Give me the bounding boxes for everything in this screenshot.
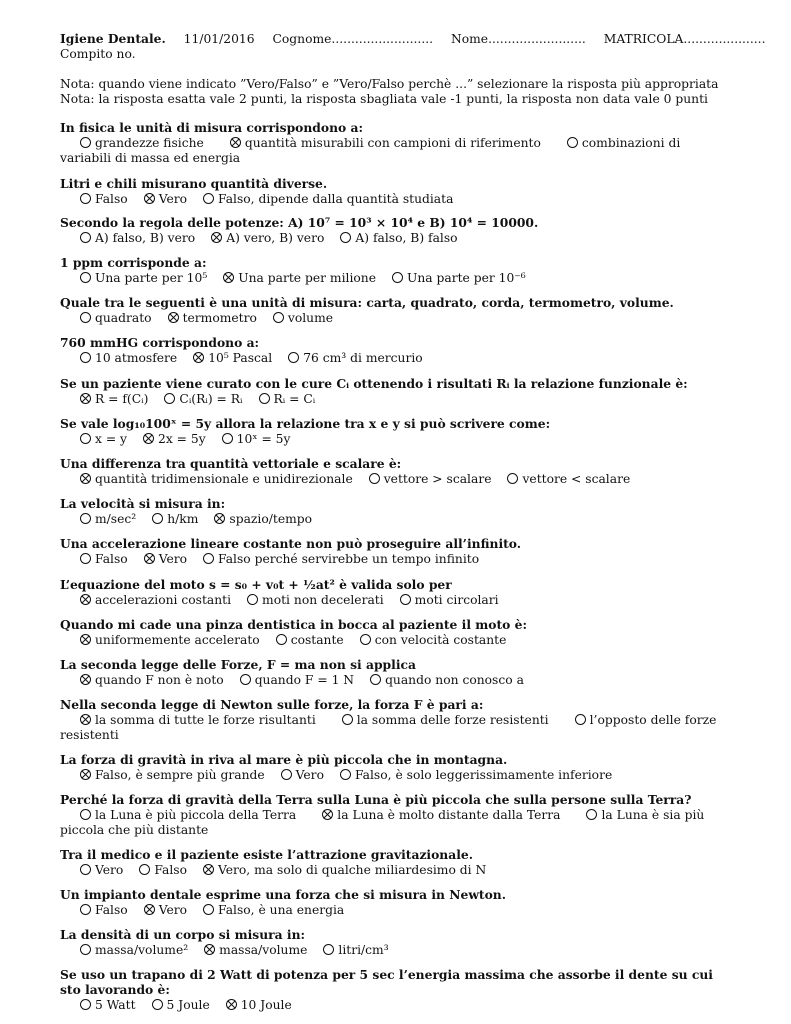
checked-circle-icon[interactable] (223, 272, 234, 283)
checked-circle-icon[interactable] (80, 473, 91, 484)
option-label: massa/volume² (95, 942, 189, 957)
answer-option[interactable] (139, 863, 187, 878)
empty-circle-icon[interactable] (370, 674, 381, 685)
answer-option[interactable] (80, 673, 224, 688)
checked-circle-icon[interactable] (226, 999, 237, 1010)
empty-circle-icon[interactable] (323, 944, 334, 955)
answer-option[interactable] (80, 472, 353, 487)
answer-options (60, 136, 732, 166)
checked-circle-icon[interactable] (143, 433, 154, 444)
question-9 (60, 457, 732, 487)
question-text: Litri e chili misurano quantità diverse. (60, 176, 328, 191)
question-text: La seconda legge delle Forze, F = ma non si applica (60, 657, 416, 672)
empty-circle-icon[interactable] (276, 634, 287, 645)
answer-options (80, 633, 732, 648)
answer-option[interactable] (507, 472, 630, 487)
checked-circle-icon[interactable] (80, 769, 91, 780)
answer-option[interactable] (323, 943, 388, 958)
option-label: Falso (95, 551, 128, 566)
question-21 (60, 968, 732, 1012)
question-text: 760 mmHG corrispondono a: (60, 335, 260, 350)
answer-option[interactable] (203, 552, 479, 567)
answer-option[interactable] (240, 673, 354, 688)
answer-options (80, 192, 732, 207)
question-text: Una accelerazione lineare costante non può proseguire all’infinito. (60, 536, 522, 551)
checked-circle-icon[interactable] (144, 553, 155, 564)
question-text: 1 ppm corrisponde a: (60, 255, 207, 270)
empty-circle-icon[interactable] (139, 864, 150, 875)
answer-option[interactable] (222, 432, 291, 447)
answer-options (60, 713, 732, 743)
question-1 (60, 121, 732, 165)
option-label: la Luna è molto distante dalla Terra (337, 807, 561, 822)
matricola-field[interactable]: MATRICOLA..................... (603, 32, 766, 46)
answer-option[interactable] (369, 472, 492, 487)
answer-option[interactable] (80, 808, 296, 822)
empty-circle-icon[interactable] (80, 272, 91, 283)
empty-circle-icon[interactable] (80, 809, 91, 820)
question-text: Nella seconda legge di Newton sulle forze, la forza F è pari a: (60, 697, 484, 712)
empty-circle-icon[interactable] (80, 944, 91, 955)
answer-option[interactable] (288, 351, 423, 366)
option-label: massa/volume (219, 942, 308, 957)
question-8 (60, 417, 732, 447)
option-label: litri/cm³ (338, 942, 389, 957)
option-label: 10ˣ = 5y (236, 431, 291, 446)
question-6 (60, 336, 732, 366)
question-2 (60, 177, 732, 207)
answer-option[interactable] (80, 863, 123, 878)
option-label: Una parte per milione (238, 270, 376, 285)
answer-options (80, 863, 732, 878)
option-label: Rᵢ = Cᵢ (273, 391, 316, 406)
empty-circle-icon[interactable] (203, 904, 214, 915)
option-label: grandezze fisiche (95, 135, 204, 150)
option-label: con velocità costante (374, 632, 507, 647)
empty-circle-icon[interactable] (80, 352, 91, 363)
question-text: L’equazione del moto s = s₀ + v₀t + ½at² è valida solo per (60, 577, 452, 592)
option-label: Falso (95, 191, 128, 206)
answer-options (80, 311, 732, 326)
empty-circle-icon[interactable] (240, 674, 251, 685)
answer-option[interactable] (342, 713, 549, 727)
option-label: moti circolari (414, 592, 499, 607)
empty-circle-icon[interactable] (586, 809, 597, 820)
option-label: Falso, è una energia (218, 902, 345, 917)
question-text: Se vale log₁₀100ˣ = 5y allora la relazione tra x e y si può scrivere come: (60, 416, 551, 431)
option-label: quando F non è noto (95, 672, 224, 687)
empty-circle-icon[interactable] (80, 904, 91, 915)
notes (60, 77, 740, 107)
option-label: R = f(Cᵢ) (95, 391, 149, 406)
answer-option[interactable] (259, 392, 316, 407)
empty-circle-icon[interactable] (222, 433, 233, 444)
answer-option[interactable] (214, 512, 312, 527)
option-label: quando non conosco a (385, 672, 524, 687)
empty-circle-icon[interactable] (164, 393, 175, 404)
option-label: la somma di tutte le forze risultanti (95, 712, 316, 727)
option-label: Falso, è sempre più grande (95, 767, 265, 782)
answer-option[interactable] (360, 633, 507, 648)
checked-circle-icon[interactable] (80, 594, 91, 605)
answer-option[interactable] (80, 768, 265, 783)
empty-circle-icon[interactable] (80, 312, 91, 323)
answer-option[interactable] (370, 673, 524, 688)
question-text: Tra il medico e il paziente esiste l’attrazione gravitazionale. (60, 847, 473, 862)
checked-circle-icon[interactable] (211, 232, 222, 243)
option-label: combinazioni di variabili di massa ed energia (60, 135, 681, 165)
option-label: A) falso, B) vero (95, 230, 196, 245)
checked-circle-icon[interactable] (322, 809, 333, 820)
question-19 (60, 888, 732, 918)
subject-title: Igiene Dentale. (60, 31, 166, 46)
question-11 (60, 537, 732, 567)
option-label: m/sec² (95, 511, 137, 526)
empty-circle-icon[interactable] (80, 513, 91, 524)
answer-option[interactable] (152, 998, 210, 1013)
option-label: 10 Joule (240, 997, 292, 1012)
answer-option[interactable] (276, 633, 344, 648)
answer-option[interactable] (230, 136, 541, 150)
answer-options (80, 943, 732, 958)
answer-option[interactable] (80, 998, 136, 1013)
question-14 (60, 658, 732, 688)
answer-option[interactable] (152, 512, 198, 527)
option-label: quantità tridimensionale e unidirezionale (95, 471, 353, 486)
answer-options (80, 552, 732, 567)
answer-option[interactable] (144, 192, 187, 207)
answer-option[interactable] (80, 311, 152, 326)
option-label: h/km (167, 511, 199, 526)
option-label: 5 Joule (166, 997, 210, 1012)
option-label: Vero (295, 767, 324, 782)
option-label: Vero (158, 551, 187, 566)
answer-option[interactable] (392, 271, 526, 286)
answer-option[interactable] (203, 863, 486, 878)
option-label: 2x = 5y (158, 431, 206, 446)
option-label: accelerazioni costanti (95, 592, 232, 607)
option-label: Falso, dipende dalla quantità studiata (218, 191, 454, 206)
question-text: Un impianto dentale esprime una forza che si misura in Newton. (60, 887, 507, 902)
answer-option[interactable] (144, 552, 187, 567)
answer-option[interactable] (164, 392, 242, 407)
empty-circle-icon[interactable] (507, 473, 518, 484)
answer-option[interactable] (340, 768, 612, 783)
empty-circle-icon[interactable] (369, 473, 380, 484)
option-label: 5 Watt (95, 997, 136, 1012)
question-16 (60, 753, 732, 783)
question-text: Se uso un trapano di 2 Watt di potenza per 5 sec l’energia massima che assorbe il dente su cui sto lavorando è: (60, 967, 713, 997)
option-label: volume (287, 310, 334, 325)
answer-options (80, 392, 732, 407)
empty-circle-icon[interactable] (360, 634, 371, 645)
checked-circle-icon[interactable] (80, 393, 91, 404)
empty-circle-icon[interactable] (80, 232, 91, 243)
option-label: Falso (154, 862, 187, 877)
option-label: spazio/tempo (229, 511, 313, 526)
option-label: x = y (95, 431, 128, 446)
option-label: quadrato (95, 310, 152, 325)
answer-option[interactable] (400, 593, 499, 608)
option-label: Falso perché servirebbe un tempo infinito (218, 551, 480, 566)
answer-options (80, 231, 732, 246)
option-label: Vero, ma solo di qualche miliardesimo di N (218, 862, 487, 877)
option-label: moti non decelerati (262, 592, 384, 607)
option-label: Falso, è solo leggerissimamente inferiore (354, 767, 613, 782)
answer-option[interactable] (193, 351, 272, 366)
empty-circle-icon[interactable] (203, 193, 214, 204)
option-label: quantità misurabili con campioni di riferimento (244, 135, 541, 150)
empty-circle-icon[interactable] (80, 433, 91, 444)
question-text: La forza di gravità in riva al mare è più piccola che in montagna. (60, 752, 508, 767)
answer-options (80, 472, 732, 487)
empty-circle-icon[interactable] (80, 553, 91, 564)
answer-option[interactable] (211, 231, 324, 246)
answer-option[interactable] (80, 593, 231, 608)
option-label: uniformemente accelerato (95, 632, 260, 647)
question-7 (60, 377, 732, 407)
answer-option[interactable] (80, 903, 128, 918)
option-label: A) falso, B) falso (355, 230, 458, 245)
option-label: l’opposto delle forze resistenti (60, 712, 717, 742)
answer-option[interactable] (80, 713, 316, 727)
option-label: Vero (158, 191, 187, 206)
compito-field: Compito no. (60, 46, 136, 61)
answer-options (80, 271, 732, 286)
answer-option[interactable] (80, 192, 128, 207)
answer-options (80, 768, 732, 783)
question-text: La velocità si misura in: (60, 496, 226, 511)
checked-circle-icon[interactable] (80, 674, 91, 685)
empty-circle-icon[interactable] (340, 232, 351, 243)
option-label: Vero (158, 902, 187, 917)
answer-option[interactable] (204, 943, 307, 958)
exam-header (60, 31, 766, 62)
question-17 (60, 793, 732, 837)
question-5 (60, 296, 732, 326)
empty-circle-icon[interactable] (281, 769, 292, 780)
option-label: quando F = 1 N (254, 672, 355, 687)
option-label: vettore < scalare (522, 471, 631, 486)
option-label: la Luna è sia più piccola che più distante (60, 807, 705, 837)
question-10 (60, 497, 732, 527)
note-2: Nota: la risposta esatta vale 2 punti, la risposta sbagliata vale -1 punti, la risposta non data vale 0 punti (60, 91, 708, 106)
option-label: Una parte per 10⁻⁶ (406, 270, 526, 285)
answer-option[interactable] (80, 552, 128, 567)
answer-options (60, 808, 732, 838)
checked-circle-icon[interactable] (204, 944, 215, 955)
empty-circle-icon[interactable] (152, 999, 163, 1010)
answer-options (80, 512, 732, 527)
answer-option[interactable] (143, 432, 206, 447)
option-label: vettore > scalare (383, 471, 492, 486)
answer-option[interactable] (80, 633, 260, 648)
question-text: Se un paziente viene curato con le cure Cᵢ ottenendo i risultati Rᵢ la relazione funzionale è: (60, 376, 688, 391)
empty-circle-icon[interactable] (575, 714, 586, 725)
checked-circle-icon[interactable] (193, 352, 204, 363)
answer-options (80, 351, 732, 366)
answer-option[interactable] (273, 311, 333, 326)
answer-option[interactable] (80, 943, 188, 958)
question-text: Secondo la regola delle potenze: A) 10⁷ = 10³ × 10⁴ e B) 10⁴ = 10000. (60, 215, 539, 230)
option-label: 10⁵ Pascal (208, 350, 273, 365)
option-label: Cᵢ(Rᵢ) = Rᵢ (179, 391, 243, 406)
question-text: La densità di un corpo si misura in: (60, 927, 306, 942)
question-text: Quando mi cade una pinza dentistica in bocca al paziente il moto è: (60, 617, 528, 632)
answer-options (80, 998, 732, 1013)
empty-circle-icon[interactable] (400, 594, 411, 605)
empty-circle-icon[interactable] (247, 594, 258, 605)
empty-circle-icon[interactable] (259, 393, 270, 404)
empty-circle-icon[interactable] (392, 272, 403, 283)
answer-options (80, 673, 732, 688)
option-label: Falso (95, 902, 128, 917)
question-13 (60, 618, 732, 648)
question-3 (60, 216, 732, 246)
checked-circle-icon[interactable] (144, 904, 155, 915)
question-text: Perché la forza di gravità della Terra sulla Luna è più piccola che sulla persone sulla Terra? (60, 792, 692, 807)
question-text: Una differenza tra quantità vettoriale e scalare è: (60, 456, 402, 471)
answer-option[interactable] (80, 231, 195, 246)
empty-circle-icon[interactable] (273, 312, 284, 323)
question-text: In fisica le unità di misura corrispondono a: (60, 120, 364, 135)
question-18 (60, 848, 732, 878)
answer-option[interactable] (80, 512, 136, 527)
empty-circle-icon[interactable] (203, 553, 214, 564)
empty-circle-icon[interactable] (80, 137, 91, 148)
answer-options (80, 903, 732, 918)
answer-option[interactable] (80, 351, 177, 366)
option-label: costante (290, 632, 344, 647)
cognome-field[interactable]: Cognome.......................... (272, 32, 434, 46)
answer-options (80, 593, 732, 608)
empty-circle-icon[interactable] (80, 864, 91, 875)
question-20 (60, 928, 732, 958)
answer-option[interactable] (223, 271, 376, 286)
answer-option[interactable] (247, 593, 384, 608)
empty-circle-icon[interactable] (80, 193, 91, 204)
exam-date: 11/01/2016 (183, 32, 255, 46)
option-label: 76 cm³ di mercurio (303, 350, 423, 365)
answer-option[interactable] (80, 392, 148, 407)
checked-circle-icon[interactable] (144, 193, 155, 204)
option-label: A) vero, B) vero (226, 230, 325, 245)
answer-option[interactable] (322, 808, 560, 822)
checked-circle-icon[interactable] (168, 312, 179, 323)
option-label: la Luna è più piccola della Terra (95, 807, 297, 822)
answer-option[interactable] (168, 311, 257, 326)
answer-option[interactable] (340, 231, 457, 246)
question-4 (60, 256, 732, 286)
empty-circle-icon[interactable] (152, 513, 163, 524)
empty-circle-icon[interactable] (340, 769, 351, 780)
checked-circle-icon[interactable] (214, 513, 225, 524)
question-12 (60, 578, 732, 608)
checked-circle-icon[interactable] (80, 714, 91, 725)
checked-circle-icon[interactable] (80, 634, 91, 645)
checked-circle-icon[interactable] (203, 864, 214, 875)
option-label: la somma delle forze resistenti (356, 712, 549, 727)
option-label: Vero (95, 862, 124, 877)
question-15 (60, 698, 732, 742)
empty-circle-icon[interactable] (80, 999, 91, 1010)
answer-option[interactable] (203, 903, 344, 918)
nome-field[interactable]: Nome......................... (450, 32, 586, 46)
note-1: Nota: quando viene indicato ”Vero/Falso” e ”Vero/Falso perchè ...” selezionare la risposta più appropriata (60, 77, 719, 91)
answer-option[interactable] (80, 432, 127, 447)
answer-option[interactable] (80, 271, 207, 286)
answer-option[interactable] (203, 192, 453, 207)
empty-circle-icon[interactable] (342, 714, 353, 725)
checked-circle-icon[interactable] (230, 137, 241, 148)
answer-option[interactable] (144, 903, 187, 918)
answer-options (80, 432, 732, 447)
answer-option[interactable] (281, 768, 324, 783)
option-label: Una parte per 10⁵ (95, 270, 208, 285)
answer-option[interactable] (226, 998, 292, 1013)
answer-option[interactable] (80, 136, 204, 150)
option-label: 10 atmosfere (95, 350, 178, 365)
question-text: Quale tra le seguenti è una unità di misura: carta, quadrato, corda, termometro, volume. (60, 295, 674, 310)
option-label: termometro (182, 310, 257, 325)
empty-circle-icon[interactable] (567, 137, 578, 148)
empty-circle-icon[interactable] (288, 352, 299, 363)
